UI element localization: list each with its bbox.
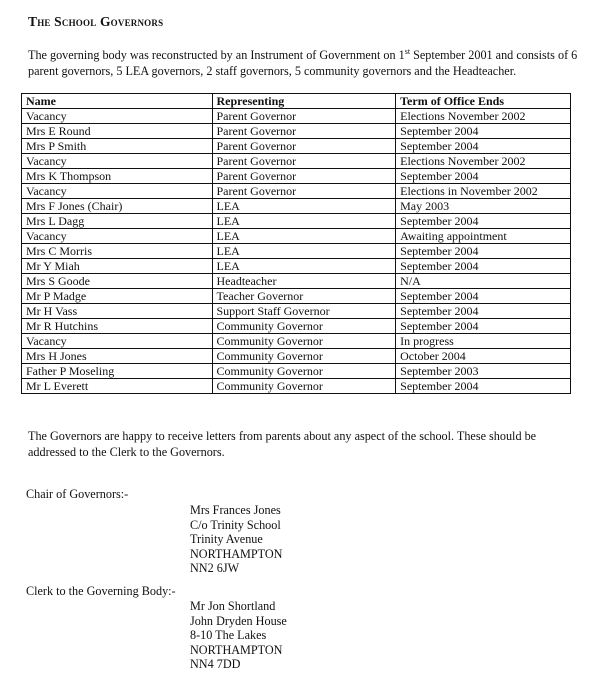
table-row	[22, 244, 571, 259]
cell-representing: Parent Governor	[212, 154, 396, 169]
address-line: Mr Jon Shortland	[190, 599, 276, 613]
table-row	[22, 304, 571, 319]
cell-term-ends: September 2003	[396, 364, 571, 379]
cell-name: Mr Y Miah	[22, 259, 213, 274]
governors-table-body	[22, 109, 571, 394]
cell-representing: LEA	[212, 229, 396, 244]
cell-name: Vacancy	[22, 109, 213, 124]
cell-name: Vacancy	[22, 154, 213, 169]
address-line: NN4 7DD	[190, 657, 241, 671]
cell-representing: Parent Governor	[212, 124, 396, 139]
address-line: NORTHAMPTON	[190, 642, 283, 657]
cell-term-ends: September 2004	[396, 289, 571, 304]
cell-representing: Parent Governor	[212, 169, 396, 184]
table-row	[22, 109, 571, 124]
table-row	[22, 274, 571, 289]
cell-term-ends: October 2004	[396, 349, 571, 364]
table-row	[22, 334, 571, 349]
cell-representing: Community Governor	[212, 319, 396, 334]
table-row	[22, 319, 571, 334]
cell-name: Mr R Hutchins	[22, 319, 213, 334]
cell-name: Vacancy	[22, 229, 213, 244]
cell-representing: Community Governor	[212, 379, 396, 394]
table-header-row	[22, 94, 571, 109]
intro-text-start: The governing body was reconstructed by an Instrument of Government on 1	[28, 48, 405, 62]
cell-representing: LEA	[212, 244, 396, 259]
cell-name: Mrs C Morris	[22, 244, 213, 259]
cell-name: Mrs S Goode	[22, 274, 213, 289]
cell-name: Mr P Madge	[22, 289, 213, 304]
table-row	[22, 229, 571, 244]
cell-name: Mrs E Round	[22, 124, 213, 139]
cell-name: Vacancy	[22, 184, 213, 199]
cell-term-ends: September 2004	[396, 214, 571, 229]
cell-representing: Community Governor	[212, 349, 396, 364]
intro-paragraph	[28, 47, 588, 79]
letters-paragraph: The Governors are happy to receive letters from parents about any aspect of the school. These should be addressed to the Clerk to the Governors.	[28, 429, 537, 459]
address-line: John Dryden House	[190, 613, 287, 628]
intro-text-end: September 2001 and consists of 6 parent governors, 5 LEA governors, 2 staff governors, 5 community governors and the Headteacher.	[28, 48, 578, 78]
table-row	[22, 154, 571, 169]
table-row	[22, 124, 571, 139]
cell-term-ends: Elections November 2002	[396, 109, 571, 124]
cell-term-ends: Elections in November 2002	[396, 184, 571, 199]
intro-ordinal-suffix: st	[404, 46, 411, 56]
cell-name: Mrs F Jones (Chair)	[22, 199, 213, 214]
address-line: NN2 6JW	[190, 561, 240, 575]
cell-name: Mrs P Smith	[22, 139, 213, 154]
cell-name: Mrs L Dagg	[22, 214, 213, 229]
column-header-name: Name	[22, 94, 213, 109]
address-line: C/o Trinity School	[190, 517, 281, 532]
cell-representing: LEA	[212, 199, 396, 214]
table-row	[22, 349, 571, 364]
cell-term-ends: September 2004	[396, 319, 571, 334]
cell-representing: Headteacher	[212, 274, 396, 289]
table-row	[22, 289, 571, 304]
cell-term-ends: September 2004	[396, 259, 571, 274]
clerk-label: Clerk to the Governing Body:-	[26, 584, 176, 598]
cell-name: Mrs K Thompson	[22, 169, 213, 184]
cell-term-ends: Elections November 2002	[396, 154, 571, 169]
cell-representing: LEA	[212, 259, 396, 274]
cell-term-ends: May 2003	[396, 199, 571, 214]
table-row	[22, 169, 571, 184]
table-row	[22, 139, 571, 154]
cell-term-ends: September 2004	[396, 124, 571, 139]
cell-term-ends: September 2004	[396, 379, 571, 394]
governors-table	[21, 93, 571, 394]
cell-term-ends: September 2004	[396, 169, 571, 184]
cell-name: Mr H Vass	[22, 304, 213, 319]
chair-address	[190, 503, 283, 576]
table-row	[22, 214, 571, 229]
cell-representing: Parent Governor	[212, 109, 396, 124]
cell-representing: Teacher Governor	[212, 289, 396, 304]
cell-term-ends: In progress	[396, 334, 571, 349]
cell-term-ends: September 2004	[396, 139, 571, 154]
cell-representing: Parent Governor	[212, 184, 396, 199]
cell-term-ends: N/A	[396, 274, 571, 289]
address-line: Trinity Avenue	[190, 532, 263, 546]
cell-name: Mrs H Jones	[22, 349, 213, 364]
column-header-term: Term of Office Ends	[396, 94, 571, 109]
cell-name: Mr L Everett	[22, 379, 213, 394]
table-row	[22, 379, 571, 394]
clerk-address	[190, 599, 287, 672]
cell-representing: Parent Governor	[212, 139, 396, 154]
cell-term-ends: Awaiting appointment	[396, 229, 571, 244]
page-title: The School Governors	[28, 14, 164, 29]
table-row	[22, 199, 571, 214]
cell-representing: Community Governor	[212, 334, 396, 349]
column-header-representing: Representing	[212, 94, 396, 109]
cell-term-ends: September 2004	[396, 244, 571, 259]
address-line: Mrs Frances Jones	[190, 503, 281, 517]
cell-representing: Support Staff Governor	[212, 304, 396, 319]
address-line: NORTHAMPTON	[190, 546, 283, 561]
cell-name: Father P Moseling	[22, 364, 213, 379]
address-line: 8-10 The Lakes	[190, 628, 267, 642]
cell-term-ends: September 2004	[396, 304, 571, 319]
cell-name: Vacancy	[22, 334, 213, 349]
cell-representing: LEA	[212, 214, 396, 229]
chair-label: Chair of Governors:-	[26, 487, 129, 501]
table-row	[22, 364, 571, 379]
table-row	[22, 259, 571, 274]
table-row	[22, 184, 571, 199]
cell-representing: Community Governor	[212, 364, 396, 379]
